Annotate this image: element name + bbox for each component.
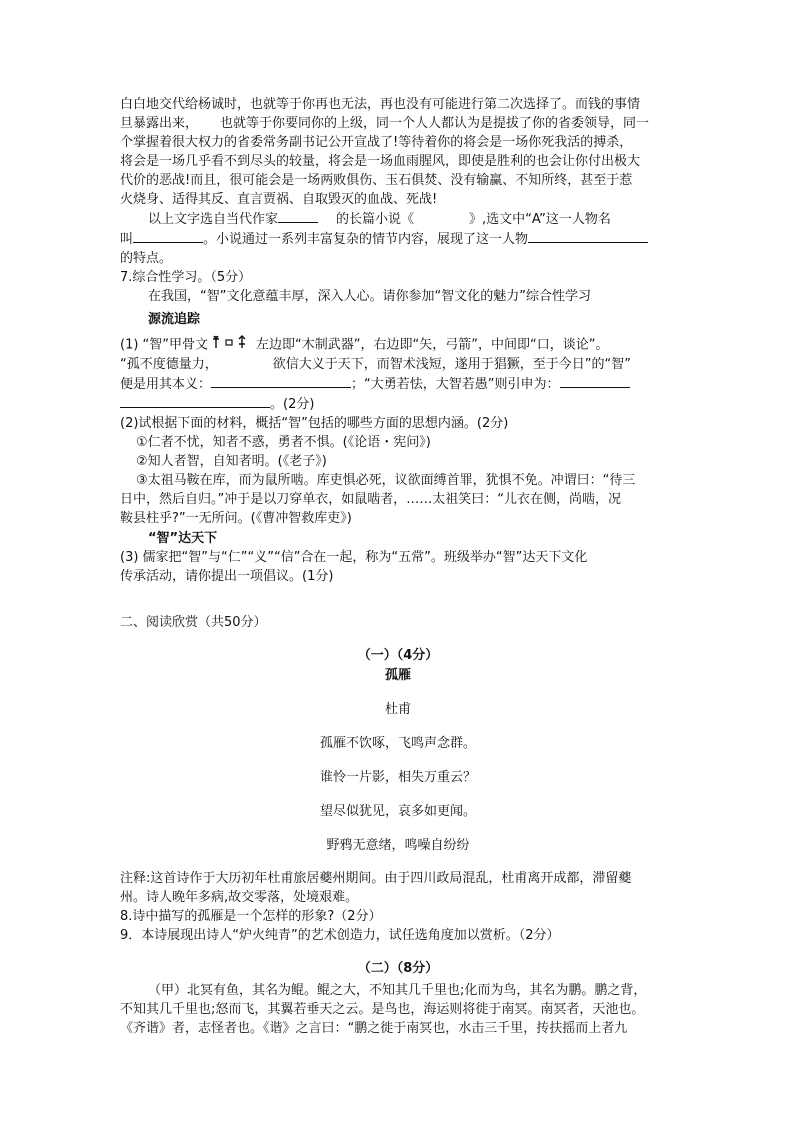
passage-line: 将会是一场几乎看不到尽头的较量，将会是一场血雨腥风，即使是胜利的也会让你付出极大 [120, 154, 641, 169]
material-3: 日中，然后自归。”冲于是以刀穿单衣，如鼠啮者，……太祖笑曰：“儿衣在侧，尚啮，况 [120, 492, 621, 507]
section-2-heading: （二）（8分） [357, 961, 439, 976]
question-7-title: 7.综合性学习。（5分） [120, 270, 252, 285]
question-7-3: (3) 儒家把“智”与“仁”“义”“信”合在一起，称为“五常”。班级举办“智”达天下文化 [120, 550, 588, 565]
material-2: ②知人者智，自知者明。(《老子》) [136, 454, 327, 469]
material-3: ③太祖马鞍在库，而为鼠所啮。库吏惧必死，议欲面缚首罪，犹惧不免。冲谓曰：“待三 [136, 473, 636, 488]
poem-note: 州。诗人晚年多病,故交零落，处境艰难。 [120, 890, 359, 905]
passage-line: 旦暴露出来， 也就等于你要同你的上级，同一个人人都认为是提拔了你的省委领导，同一 [120, 116, 650, 131]
question-7-1-line2: “孤不度德量力， 欲信大义于天下，而智术浅短，遂用于猖獗，至于今日”的“智” [120, 357, 631, 372]
poem-line: 谁怜一片影，相失万重云？ [319, 770, 476, 785]
section-1-heading: （一）（4分） [357, 648, 439, 663]
material-1: ①仁者不忧，知者不惑，勇者不惧。(《论语・宪问》) [136, 435, 431, 450]
question-6-line1: 以上文字选自当代作家 的长篇小说《 》,选文中“A”这一人物名 [120, 209, 676, 229]
author-blank[interactable] [278, 209, 318, 223]
passage-line: 个掌握着很大权力的省委常务副书记公开宣战了!等待着你的将会是一场你死我活的搏杀， [120, 135, 633, 150]
poem-line: 野鸦无意绪，鸣噪自纷纷 [326, 838, 470, 853]
poem-author: 杜甫 [384, 702, 411, 717]
passage-line: 白白地交代给杨诚时，也就等于你再也无法，再也没有可能进行第二次选择了。而钱的事情 [120, 97, 641, 112]
answer-blank[interactable] [120, 394, 270, 408]
section-heading: “智”达天下 [148, 531, 218, 546]
classical-text-line: （甲）北冥有鱼，其名为鲲。鲲之大，不知其几千里也;化而为鸟，其名为鹏。鹏之背， [148, 983, 647, 998]
poem-note: 注释:这首诗作于大历初年杜甫旅居夔州期间。由于四川政局混乱，杜甫离开成都，滞留夔 [120, 871, 632, 886]
question-6-line2: 叫 。小说通过一系列丰富复杂的情节内容，展现了这一人物 [120, 229, 676, 249]
answer-blank[interactable] [211, 374, 351, 388]
question-6-line3: 的特点。 [120, 251, 173, 266]
question-7-1-line4: 。(2分) [120, 394, 676, 414]
passage-line: 代价的恶战!而且，很可能会是一场两败俱伤、玉石俱焚、没有输赢、不知所终，甚至于惹 [120, 173, 633, 188]
part-2-title: 二、阅读欣赏（共50分） [120, 615, 267, 630]
classical-text-line: 不知其几千里也;怒而飞，其翼若垂天之云。是鸟也，海运则将徙于南冥。南冥者，天池也。 [120, 1002, 645, 1017]
answer-blank[interactable] [560, 374, 630, 388]
passage-line: 火烧身、适得其反、直言贾祸、自取毁灭的血战、死战! [120, 192, 438, 207]
character-name-blank[interactable] [133, 229, 203, 243]
poem-line: 孤雁不饮啄，飞鸣声念群。 [319, 736, 476, 751]
section-heading: 源流追踪 [148, 312, 201, 327]
question-7-intro: 在我国，“智”文化意蕴丰厚，深入人心。请你参加“智文化的魅力”综合性学习 [148, 289, 591, 304]
document-page [120, 95, 676, 1038]
character-trait-blank[interactable] [528, 229, 648, 243]
question-7-2: (2)试根据下面的材料，概括“智”包括的哪些方面的思想内涵。(2分) [120, 416, 509, 431]
question-7-1-line3: 便是用其本义： ；“大勇若怯，大智若愚”则引申为： [120, 374, 676, 394]
classical-text-line: 《齐谐》者，志怪者也。《谐》之言曰：“鹏之徙于南冥也，水击三千里，抟扶摇而上者九 [120, 1021, 628, 1036]
question-9: 9．本诗展现出诗人“炉火纯青”的艺术创造力，试任选角度加以赏析。（2分） [120, 928, 560, 943]
question-7-3: 传承活动，请你提出一项倡议。(1分) [120, 569, 334, 584]
oracle-bone-glyph-icon [212, 335, 252, 355]
poem-title: 孤雁 [384, 668, 411, 683]
poem-line: 望尽似犹见，哀多如更闻。 [319, 804, 476, 819]
material-3: 鞍县柱乎?”一无所问。(《曹冲智救库吏》) [120, 511, 352, 526]
question-8: 8.诗中描写的孤雁是一个怎样的形象?（2分） [120, 909, 382, 924]
question-7-1-line1: (1) “智”甲骨文 左边即“木制武器”，右边即“矢，弓箭”，中间即“口，谈论”。 [120, 335, 676, 355]
